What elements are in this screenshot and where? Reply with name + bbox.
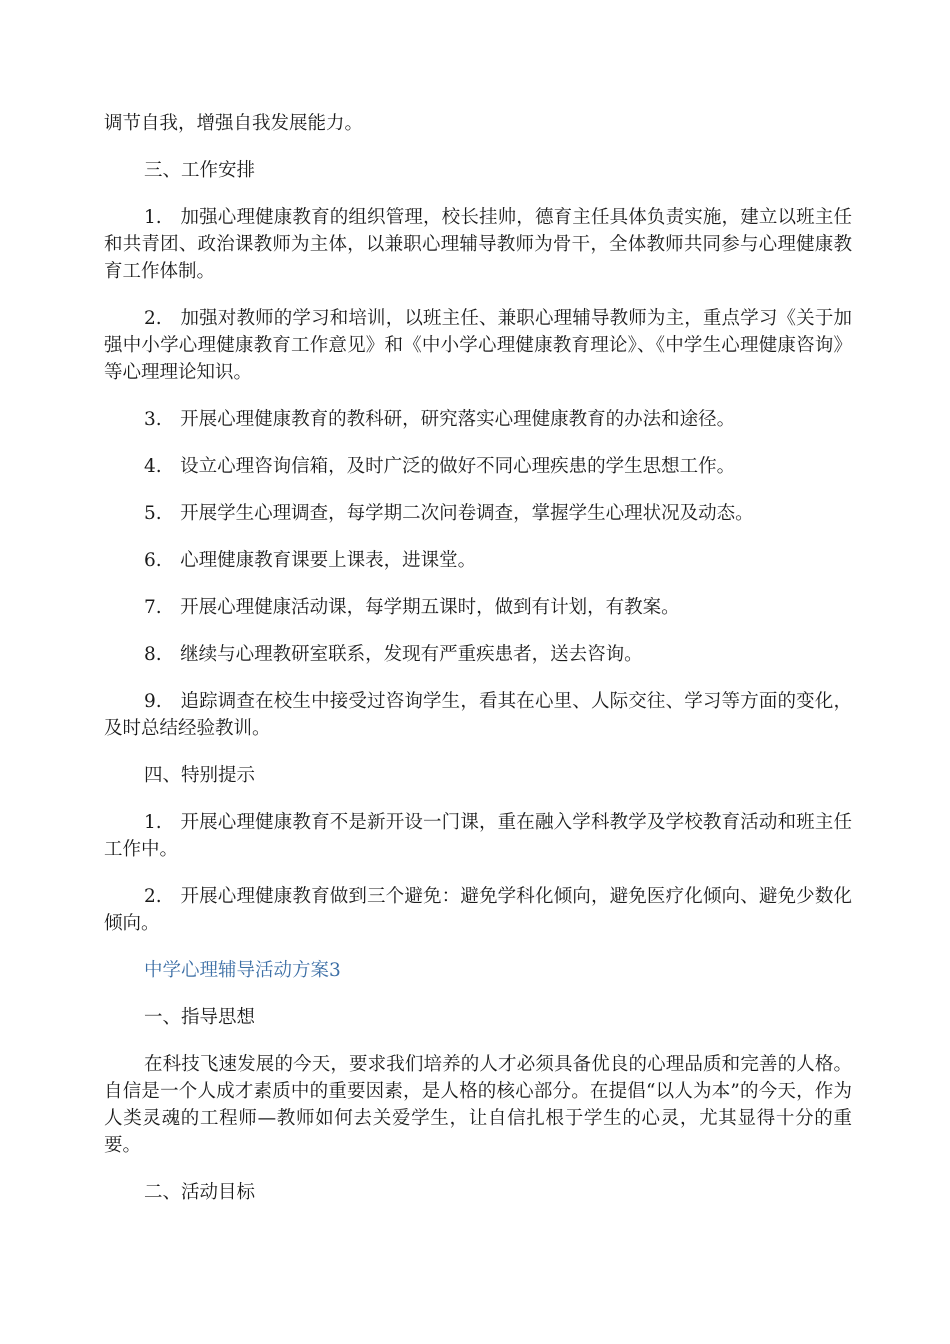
list-item: 3. 开展心理健康教育的教科研，研究落实心理健康教育的办法和途径。 <box>144 409 736 430</box>
document-page <box>104 110 852 1226</box>
heading-work-arrangement: 三、工作安排 <box>144 160 256 181</box>
body-paragraph: 在科技飞速发展的今天，要求我们培养的人才必须具备优良的心理品质和完善的人格。自信是一个人成才素质中的重要因素，是人格的核心部分。在提倡“以人为本”的今天，作为人类灵魂的工程师—教师如何去关爱学生，让自信扎根于学生的心灵，尤其显得十分的重要。 <box>104 1054 852 1156</box>
heading-activity-goals: 二、活动目标 <box>144 1182 256 1203</box>
paragraph-continuation: 调节自我，增强自我发展能力。 <box>104 113 364 134</box>
section-title-plan-3[interactable]: 中学心理辅导活动方案3 <box>144 960 341 981</box>
heading-special-notes: 四、特别提示 <box>144 765 256 786</box>
list-item: 9. 追踪调查在校生中接受过咨询学生，看其在心里、人际交往、学习等方面的变化，及时总结经验教训。 <box>104 691 852 739</box>
heading-guiding-thought: 一、指导思想 <box>144 1007 256 1028</box>
list-item: 5. 开展学生心理调查，每学期二次问卷调查，掌握学生心理状况及动态。 <box>144 503 754 524</box>
list-item: 7. 开展心理健康活动课，每学期五课时，做到有计划，有教案。 <box>144 597 680 618</box>
list-item: 1. 开展心理健康教育不是新开设一门课，重在融入学科教学及学校教育活动和班主任工作中。 <box>104 812 852 860</box>
list-item: 4. 设立心理咨询信箱，及时广泛的做好不同心理疾患的学生思想工作。 <box>144 456 736 477</box>
list-item: 2. 开展心理健康教育做到三个避免：避免学科化倾向，避免医疗化倾向、避免少数化倾向。 <box>104 886 852 934</box>
list-item: 2. 加强对教师的学习和培训，以班主任、兼职心理辅导教师为主，重点学习《关于加强中小学心理健康教育工作意见》和《中小学心理健康教育理论》、《中学生心理健康咨询》等心理理论知识。 <box>104 308 852 383</box>
list-item: 1. 加强心理健康教育的组织管理，校长挂帅，德育主任具体负责实施，建立以班主任和共青团、政治课教师为主体，以兼职心理辅导教师为骨干，全体教师共同参与心理健康教育工作体制。 <box>104 207 852 282</box>
list-item: 8. 继续与心理教研室联系，发现有严重疾患者，送去咨询。 <box>144 644 643 665</box>
list-item: 6. 心理健康教育课要上课表，进课堂。 <box>144 550 477 571</box>
